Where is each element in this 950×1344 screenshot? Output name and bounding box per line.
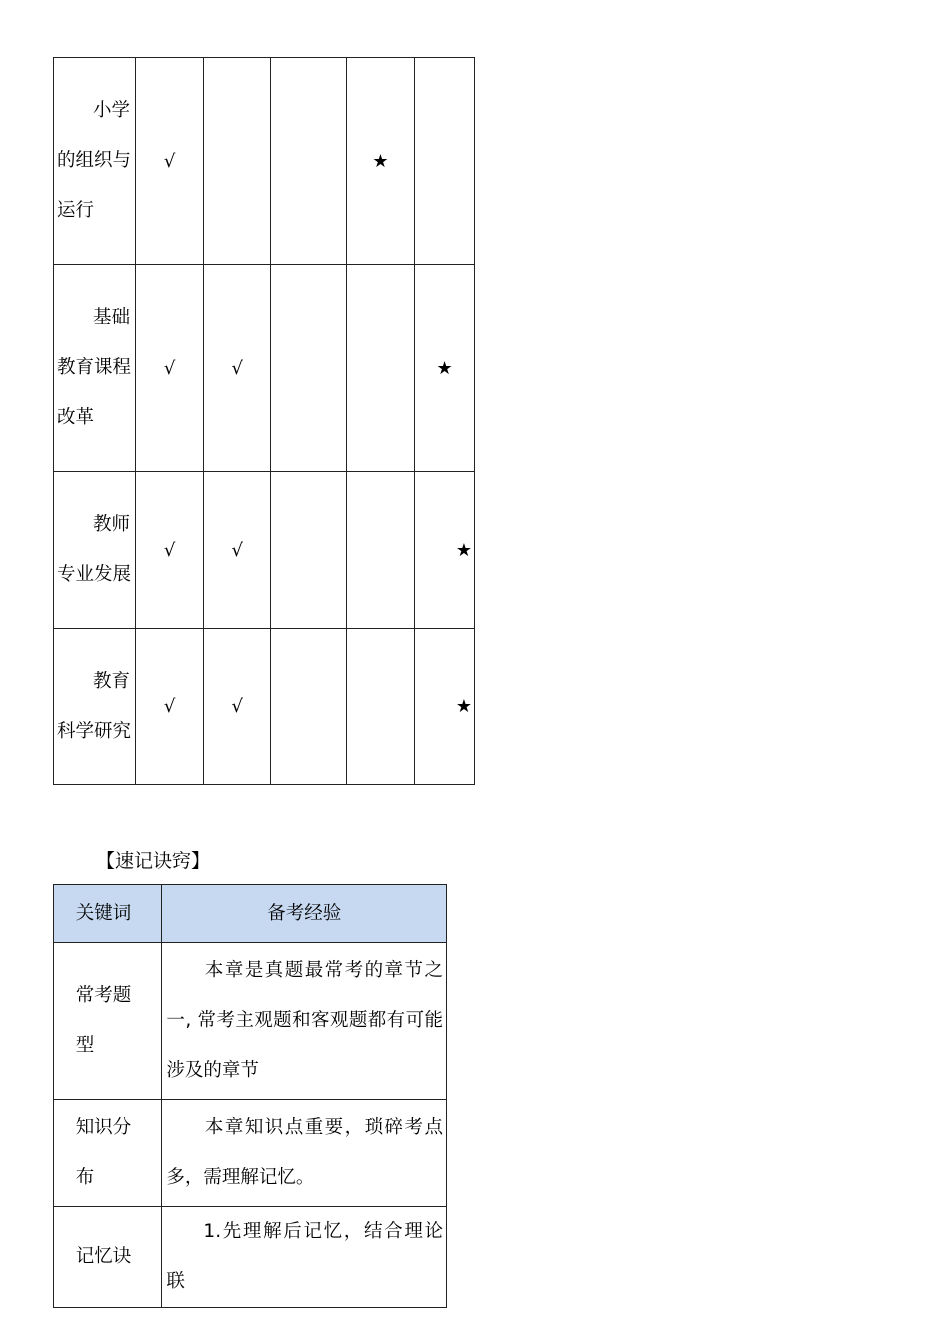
study-tips-table bbox=[53, 884, 447, 1308]
mark-cell: √ bbox=[135, 58, 204, 265]
table-row bbox=[54, 943, 447, 1100]
mark-cell: √ bbox=[204, 472, 271, 629]
mark-cell bbox=[271, 58, 347, 265]
topic-cell: 小学的组织与运行 bbox=[54, 58, 136, 265]
keyword-cell: 记忆诀 bbox=[54, 1207, 162, 1308]
mark-cell bbox=[271, 472, 347, 629]
mark-cell: ★ bbox=[346, 58, 415, 265]
topic-cell: 教师专业发展 bbox=[54, 472, 136, 629]
mark-cell bbox=[204, 58, 271, 265]
topic-cell: 教育科学研究 bbox=[54, 629, 136, 785]
mark-cell bbox=[415, 58, 475, 265]
table-header-row bbox=[54, 885, 447, 943]
table-row bbox=[54, 1100, 447, 1207]
mark-cell: ★ bbox=[415, 472, 475, 629]
mark-cell: ★ bbox=[415, 265, 475, 472]
section-title: 【速记诀窍】 bbox=[96, 850, 211, 872]
experience-cell: 本章知识点重要，琐碎考点多，需理解记忆。 bbox=[162, 1100, 447, 1207]
mark-cell: √ bbox=[135, 472, 204, 629]
mark-cell bbox=[271, 265, 347, 472]
mark-cell: √ bbox=[135, 265, 204, 472]
mark-cell bbox=[271, 629, 347, 785]
mark-cell: √ bbox=[204, 265, 271, 472]
chapter-coverage-table bbox=[53, 57, 475, 785]
table-row bbox=[54, 629, 475, 785]
mark-cell: √ bbox=[204, 629, 271, 785]
mark-cell bbox=[346, 629, 415, 785]
table-row bbox=[54, 58, 475, 265]
keyword-cell: 知识分布 bbox=[54, 1100, 162, 1207]
mark-cell bbox=[346, 472, 415, 629]
experience-cell: 1.先理解后记忆，结合理论联 bbox=[162, 1207, 447, 1308]
mark-cell: ★ bbox=[415, 629, 475, 785]
table-row bbox=[54, 1207, 447, 1308]
topic-cell: 基础教育课程改革 bbox=[54, 265, 136, 472]
table-row bbox=[54, 472, 475, 629]
experience-cell: 本章是真题最常考的章节之一, 常考主观题和客观题都有可能涉及的章节 bbox=[162, 943, 447, 1100]
table-row bbox=[54, 265, 475, 472]
keyword-cell: 常考题型 bbox=[54, 943, 162, 1100]
column-header: 关键词 bbox=[54, 885, 162, 943]
mark-cell bbox=[346, 265, 415, 472]
column-header: 备考经验 bbox=[162, 885, 447, 943]
mark-cell: √ bbox=[135, 629, 204, 785]
